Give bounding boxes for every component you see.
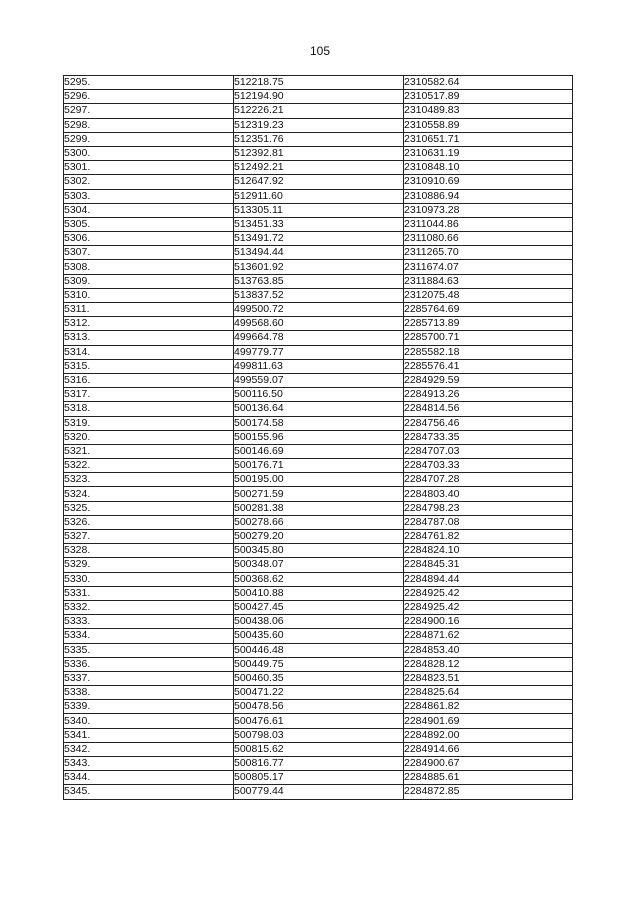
point-number-cell: 5342.	[64, 742, 234, 756]
table-row	[64, 657, 573, 671]
x-coordinate-cell: 500435.60	[234, 629, 404, 643]
x-coordinate-cell: 500438.06	[234, 615, 404, 629]
x-coordinate-cell: 500176.71	[234, 459, 404, 473]
table-row	[64, 757, 573, 771]
table-row	[64, 303, 573, 317]
point-number-cell: 5310.	[64, 288, 234, 302]
y-coordinate-cell: 2284853.40	[404, 643, 573, 657]
point-number-cell: 5340.	[64, 714, 234, 728]
table-row	[64, 615, 573, 629]
point-number-cell: 5318.	[64, 402, 234, 416]
point-number-cell: 5302.	[64, 175, 234, 189]
x-coordinate-cell: 500805.17	[234, 771, 404, 785]
y-coordinate-cell: 2312075.48	[404, 288, 573, 302]
table-row	[64, 175, 573, 189]
x-coordinate-cell: 500427.45	[234, 600, 404, 614]
point-number-cell: 5325.	[64, 501, 234, 515]
table-row	[64, 515, 573, 529]
table-row	[64, 501, 573, 515]
point-number-cell: 5305.	[64, 217, 234, 231]
table-row	[64, 146, 573, 160]
table-row	[64, 544, 573, 558]
table-row	[64, 161, 573, 175]
y-coordinate-cell: 2284761.82	[404, 530, 573, 544]
x-coordinate-cell: 512218.75	[234, 76, 404, 90]
table-row	[64, 76, 573, 90]
point-number-cell: 5320.	[64, 430, 234, 444]
x-coordinate-cell: 500174.58	[234, 416, 404, 430]
point-number-cell: 5344.	[64, 771, 234, 785]
x-coordinate-cell: 500278.66	[234, 515, 404, 529]
point-number-cell: 5314.	[64, 345, 234, 359]
table-row	[64, 728, 573, 742]
y-coordinate-cell: 2284925.42	[404, 586, 573, 600]
y-coordinate-cell: 2285764.69	[404, 303, 573, 317]
table-row	[64, 232, 573, 246]
y-coordinate-cell: 2284798.23	[404, 501, 573, 515]
table-row	[64, 189, 573, 203]
page-number: 105	[309, 44, 331, 58]
point-number-cell: 5296.	[64, 90, 234, 104]
x-coordinate-cell: 499500.72	[234, 303, 404, 317]
x-coordinate-cell: 499664.78	[234, 331, 404, 345]
x-coordinate-cell: 500368.62	[234, 572, 404, 586]
point-number-cell: 5328.	[64, 544, 234, 558]
x-coordinate-cell: 513601.92	[234, 260, 404, 274]
point-number-cell: 5299.	[64, 132, 234, 146]
y-coordinate-cell: 2310489.83	[404, 104, 573, 118]
x-coordinate-cell: 500471.22	[234, 686, 404, 700]
x-coordinate-cell: 513451.33	[234, 217, 404, 231]
y-coordinate-cell: 2285582.18	[404, 345, 573, 359]
x-coordinate-cell: 500195.00	[234, 473, 404, 487]
table-row	[64, 700, 573, 714]
x-coordinate-cell: 500460.35	[234, 671, 404, 685]
point-number-cell: 5312.	[64, 317, 234, 331]
table-row	[64, 345, 573, 359]
point-number-cell: 5334.	[64, 629, 234, 643]
x-coordinate-cell: 513491.72	[234, 232, 404, 246]
y-coordinate-cell: 2311674.07	[404, 260, 573, 274]
y-coordinate-cell: 2310651.71	[404, 132, 573, 146]
y-coordinate-cell: 2311265.70	[404, 246, 573, 260]
point-number-cell: 5327.	[64, 530, 234, 544]
point-number-cell: 5295.	[64, 76, 234, 90]
table-row	[64, 118, 573, 132]
y-coordinate-cell: 2284892.00	[404, 728, 573, 742]
x-coordinate-cell: 500478.56	[234, 700, 404, 714]
y-coordinate-cell: 2310848.10	[404, 161, 573, 175]
coordinates-table-body	[64, 76, 573, 800]
point-number-cell: 5333.	[64, 615, 234, 629]
table-row	[64, 459, 573, 473]
y-coordinate-cell: 2310910.69	[404, 175, 573, 189]
point-number-cell: 5330.	[64, 572, 234, 586]
point-number-cell: 5332.	[64, 600, 234, 614]
y-coordinate-cell: 2284828.12	[404, 657, 573, 671]
y-coordinate-cell: 2284707.03	[404, 444, 573, 458]
y-coordinate-cell: 2310517.89	[404, 90, 573, 104]
table-row	[64, 430, 573, 444]
point-number-cell: 5335.	[64, 643, 234, 657]
table-row	[64, 203, 573, 217]
table-row	[64, 586, 573, 600]
point-number-cell: 5303.	[64, 189, 234, 203]
x-coordinate-cell: 500779.44	[234, 785, 404, 799]
point-number-cell: 5337.	[64, 671, 234, 685]
point-number-cell: 5309.	[64, 274, 234, 288]
y-coordinate-cell: 2284885.61	[404, 771, 573, 785]
y-coordinate-cell: 2284872.85	[404, 785, 573, 799]
x-coordinate-cell: 500476.61	[234, 714, 404, 728]
y-coordinate-cell: 2284894.44	[404, 572, 573, 586]
x-coordinate-cell: 500155.96	[234, 430, 404, 444]
point-number-cell: 5304.	[64, 203, 234, 217]
y-coordinate-cell: 2310886.94	[404, 189, 573, 203]
table-row	[64, 132, 573, 146]
y-coordinate-cell: 2311884.63	[404, 274, 573, 288]
point-number-cell: 5345.	[64, 785, 234, 799]
table-row	[64, 771, 573, 785]
y-coordinate-cell: 2284707.28	[404, 473, 573, 487]
table-row	[64, 274, 573, 288]
point-number-cell: 5316.	[64, 373, 234, 387]
x-coordinate-cell: 500410.88	[234, 586, 404, 600]
x-coordinate-cell: 512319.23	[234, 118, 404, 132]
table-row	[64, 600, 573, 614]
table-row	[64, 317, 573, 331]
y-coordinate-cell: 2284871.62	[404, 629, 573, 643]
y-coordinate-cell: 2285713.89	[404, 317, 573, 331]
table-row	[64, 671, 573, 685]
point-number-cell: 5329.	[64, 558, 234, 572]
table-row	[64, 104, 573, 118]
point-number-cell: 5319.	[64, 416, 234, 430]
table-row	[64, 473, 573, 487]
point-number-cell: 5343.	[64, 757, 234, 771]
y-coordinate-cell: 2284703.33	[404, 459, 573, 473]
x-coordinate-cell: 500116.50	[234, 388, 404, 402]
point-number-cell: 5300.	[64, 146, 234, 160]
x-coordinate-cell: 500281.38	[234, 501, 404, 515]
x-coordinate-cell: 500146.69	[234, 444, 404, 458]
y-coordinate-cell: 2284787.08	[404, 515, 573, 529]
x-coordinate-cell: 499779.77	[234, 345, 404, 359]
y-coordinate-cell: 2284824.10	[404, 544, 573, 558]
x-coordinate-cell: 513763.85	[234, 274, 404, 288]
x-coordinate-cell: 512226.21	[234, 104, 404, 118]
table-row	[64, 643, 573, 657]
point-number-cell: 5339.	[64, 700, 234, 714]
y-coordinate-cell: 2284900.67	[404, 757, 573, 771]
x-coordinate-cell: 513305.11	[234, 203, 404, 217]
point-number-cell: 5311.	[64, 303, 234, 317]
y-coordinate-cell: 2284803.40	[404, 487, 573, 501]
table-row	[64, 217, 573, 231]
x-coordinate-cell: 499568.60	[234, 317, 404, 331]
table-row	[64, 373, 573, 387]
y-coordinate-cell: 2311080.66	[404, 232, 573, 246]
y-coordinate-cell: 2310582.64	[404, 76, 573, 90]
table-row	[64, 331, 573, 345]
table-row	[64, 487, 573, 501]
point-number-cell: 5313.	[64, 331, 234, 345]
table-row	[64, 785, 573, 799]
x-coordinate-cell: 512911.60	[234, 189, 404, 203]
table-row	[64, 714, 573, 728]
y-coordinate-cell: 2284823.51	[404, 671, 573, 685]
x-coordinate-cell: 500136.64	[234, 402, 404, 416]
coordinates-table	[63, 75, 573, 800]
x-coordinate-cell: 499559.07	[234, 373, 404, 387]
y-coordinate-cell: 2285576.41	[404, 359, 573, 373]
x-coordinate-cell: 500348.07	[234, 558, 404, 572]
x-coordinate-cell: 512647.92	[234, 175, 404, 189]
table-row	[64, 90, 573, 104]
point-number-cell: 5297.	[64, 104, 234, 118]
point-number-cell: 5323.	[64, 473, 234, 487]
y-coordinate-cell: 2310558.89	[404, 118, 573, 132]
point-number-cell: 5336.	[64, 657, 234, 671]
table-row	[64, 260, 573, 274]
table-row	[64, 359, 573, 373]
x-coordinate-cell: 500816.77	[234, 757, 404, 771]
table-row	[64, 742, 573, 756]
x-coordinate-cell: 500345.80	[234, 544, 404, 558]
point-number-cell: 5306.	[64, 232, 234, 246]
y-coordinate-cell: 2284825.64	[404, 686, 573, 700]
table-row	[64, 530, 573, 544]
y-coordinate-cell: 2284900.16	[404, 615, 573, 629]
x-coordinate-cell: 500815.62	[234, 742, 404, 756]
y-coordinate-cell: 2285700.71	[404, 331, 573, 345]
point-number-cell: 5341.	[64, 728, 234, 742]
x-coordinate-cell: 499811.63	[234, 359, 404, 373]
table-row	[64, 288, 573, 302]
y-coordinate-cell: 2284845.31	[404, 558, 573, 572]
point-number-cell: 5326.	[64, 515, 234, 529]
y-coordinate-cell: 2284925.42	[404, 600, 573, 614]
point-number-cell: 5324.	[64, 487, 234, 501]
x-coordinate-cell: 512351.76	[234, 132, 404, 146]
x-coordinate-cell: 500798.03	[234, 728, 404, 742]
y-coordinate-cell: 2284861.82	[404, 700, 573, 714]
x-coordinate-cell: 512392.81	[234, 146, 404, 160]
y-coordinate-cell: 2284814.56	[404, 402, 573, 416]
y-coordinate-cell: 2284913.26	[404, 388, 573, 402]
table-row	[64, 402, 573, 416]
point-number-cell: 5315.	[64, 359, 234, 373]
table-row	[64, 416, 573, 430]
y-coordinate-cell: 2284901.69	[404, 714, 573, 728]
y-coordinate-cell: 2284756.46	[404, 416, 573, 430]
point-number-cell: 5317.	[64, 388, 234, 402]
y-coordinate-cell: 2310973.28	[404, 203, 573, 217]
point-number-cell: 5307.	[64, 246, 234, 260]
table-row	[64, 572, 573, 586]
y-coordinate-cell: 2284914.66	[404, 742, 573, 756]
x-coordinate-cell: 500446.48	[234, 643, 404, 657]
x-coordinate-cell: 512492.21	[234, 161, 404, 175]
y-coordinate-cell: 2310631.19	[404, 146, 573, 160]
table-row	[64, 629, 573, 643]
table-row	[64, 444, 573, 458]
x-coordinate-cell: 513494.44	[234, 246, 404, 260]
point-number-cell: 5321.	[64, 444, 234, 458]
x-coordinate-cell: 513837.52	[234, 288, 404, 302]
point-number-cell: 5322.	[64, 459, 234, 473]
table-row	[64, 388, 573, 402]
y-coordinate-cell: 2284733.35	[404, 430, 573, 444]
table-row	[64, 558, 573, 572]
point-number-cell: 5298.	[64, 118, 234, 132]
point-number-cell: 5308.	[64, 260, 234, 274]
table-row	[64, 686, 573, 700]
y-coordinate-cell: 2284929.59	[404, 373, 573, 387]
x-coordinate-cell: 500271.59	[234, 487, 404, 501]
x-coordinate-cell: 500279.20	[234, 530, 404, 544]
point-number-cell: 5301.	[64, 161, 234, 175]
y-coordinate-cell: 2311044.86	[404, 217, 573, 231]
x-coordinate-cell: 512194.90	[234, 90, 404, 104]
point-number-cell: 5331.	[64, 586, 234, 600]
table-row	[64, 246, 573, 260]
point-number-cell: 5338.	[64, 686, 234, 700]
x-coordinate-cell: 500449.75	[234, 657, 404, 671]
